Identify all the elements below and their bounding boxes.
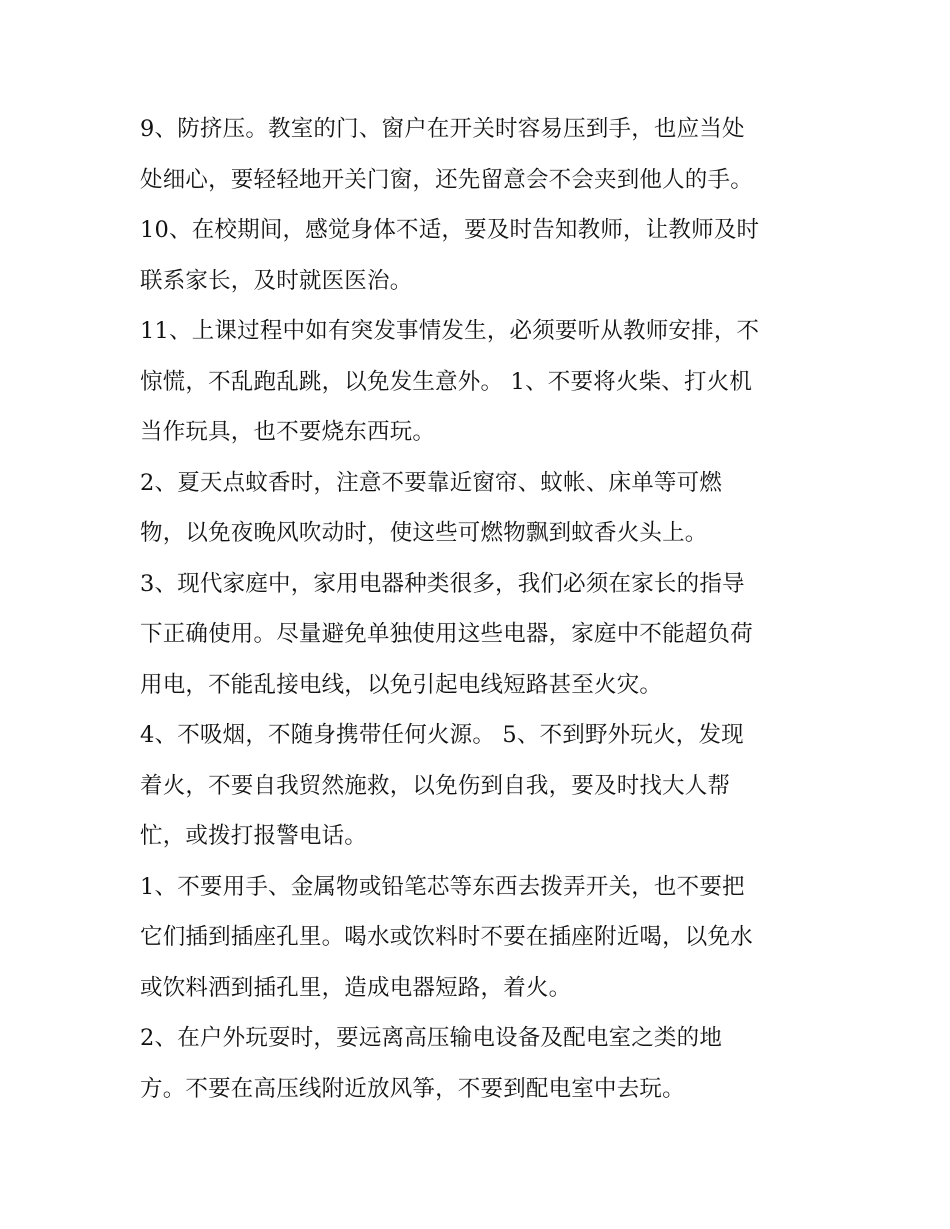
text-line: 2、在户外玩耍时，要远离高压输电设备及配电室之类的地	[140, 1025, 723, 1051]
text-line: 4、不吸烟，不随身携带任何火源。 5、不到野外玩火，发现	[140, 722, 744, 748]
text-line: 联系家长，及时就医医治。	[140, 267, 413, 294]
text-line: 用电，不能乱接电线，以免引起电线短路甚至火灾。	[140, 671, 663, 698]
text-line: 当作玩具，也不要烧东西玩。	[140, 419, 436, 445]
text-line: 方。不要在高压线附近放风筝，不要到配电室中去玩。	[140, 1075, 685, 1102]
text-line: 物，以免夜晚风吹动时，使这些可燃物飘到蚊香火头上。	[140, 520, 708, 546]
text-line: 惊慌，不乱跑乱跳，以免发生意外。 1、不要将火柴、打火机	[140, 368, 753, 395]
text-line: 忙，或拨打报警电话。	[140, 823, 368, 849]
text-line: 2、夏天点蚊香时，注意不要靠近窗帘、蚊帐、床单等可燃	[140, 469, 723, 496]
text-line: 1、不要用手、金属物或铅笔芯等东西去拨弄开关，也不要把	[140, 873, 745, 900]
text-line: 下正确使用。尽量避免单独使用这些电器，家庭中不能超负荷	[140, 621, 753, 647]
document-body	[140, 104, 820, 1114]
text-line: 或饮料洒到插孔里，造成电器短路，着火。	[140, 974, 572, 1001]
text-line: 10、在校期间，感觉身体不适，要及时告知教师，让教师及时	[140, 217, 760, 243]
text-line: 9、防挤压。教室的门、窗户在开关时容易压到手，也应当处	[140, 116, 745, 142]
text-line: 着火，不要自我贸然施救，以免伤到自我，要及时找大人帮	[140, 772, 731, 799]
text-line: 处细心，要轻轻地开关门窗，还先留意会不会夹到他人的手。	[140, 166, 753, 193]
text-line: 3、现代家庭中，家用电器种类很多，我们必须在家长的指导	[140, 570, 745, 597]
text-line: 它们插到插座孔里。喝水或饮料时不要在插座附近喝，以免水	[140, 924, 753, 950]
text-line: 11、上课过程中如有突发事情发生，必须要听从教师安排，不	[140, 318, 760, 344]
